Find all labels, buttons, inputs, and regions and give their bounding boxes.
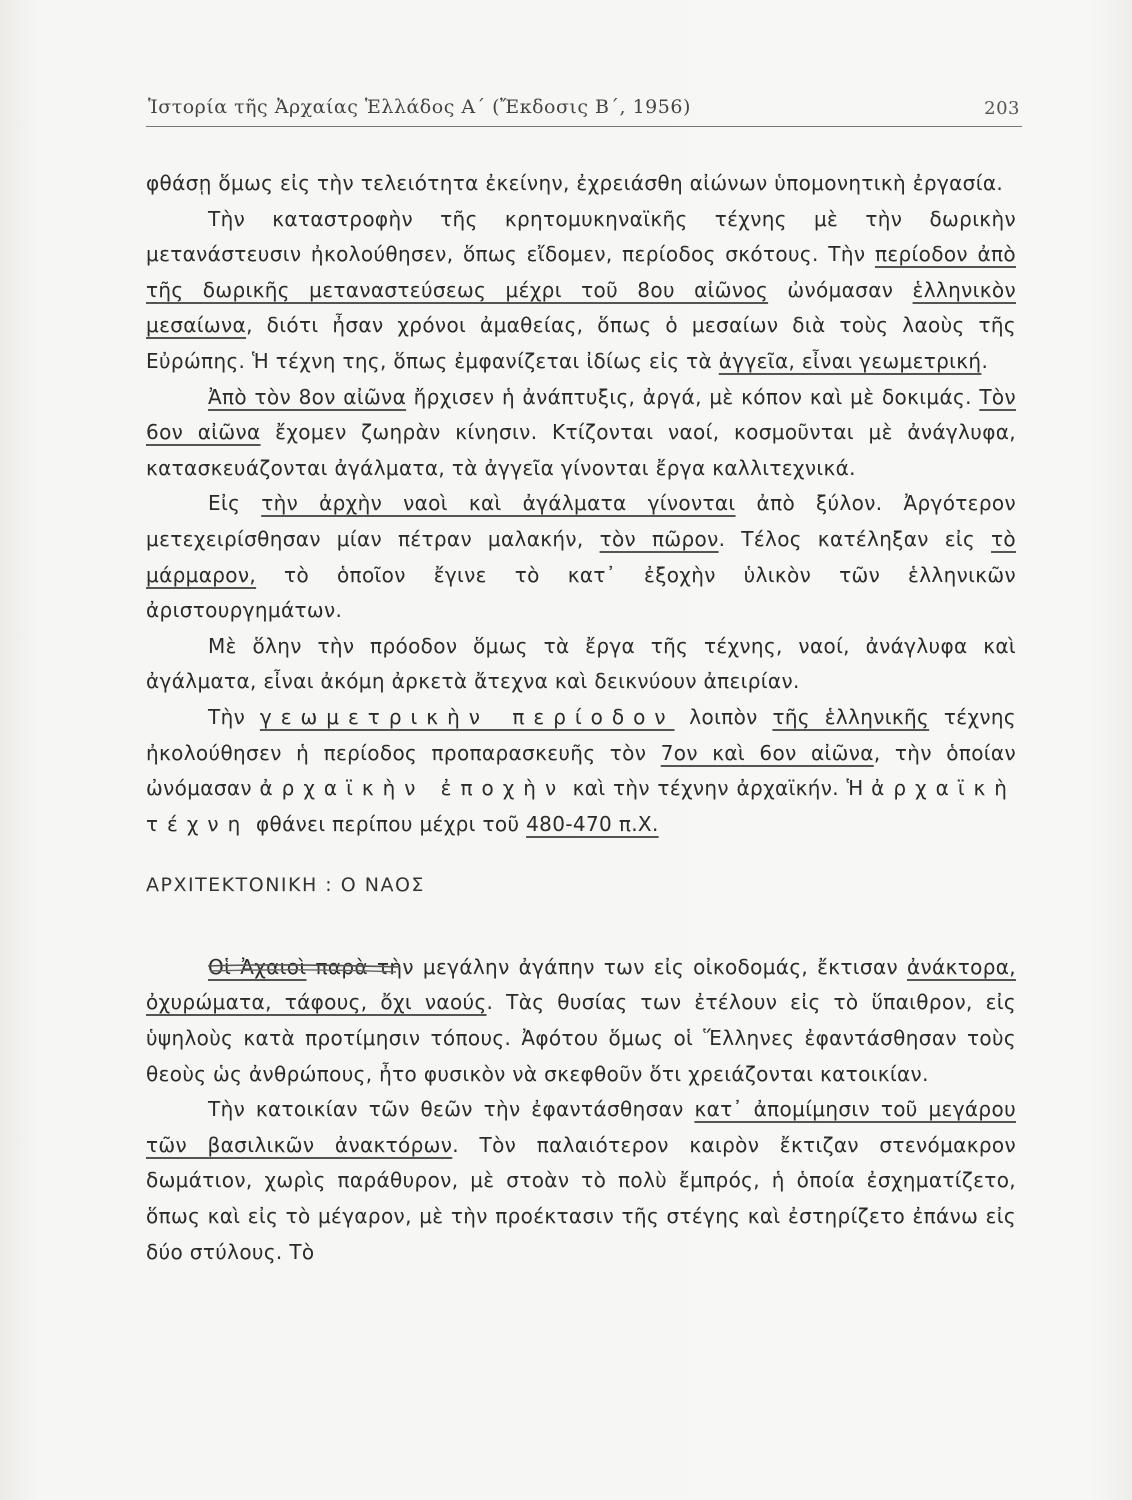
- paragraph: Εἰς τὴν ἀρχὴν ναοὶ καὶ ἀγάλματα γίνονται ἀπὸ ξύλον. Ἀργότερον μετεχειρίσθησαν μίαν πέτραν μαλακήν, τὸν πῶρον. Τέλος κατέληξαν εἰς τὸ μάρμαρον, τὸ ὁποῖον ἔγινε τὸ κατ᾽ ἐξοχὴν ὑλικὸν τῶν ἑλληνικῶν ἀριστουργημάτων.: [146, 491, 1016, 623]
- pencil-underline-mark: [206, 962, 402, 976]
- spaced-emphasis: γεωμετρικὴν περίοδον: [259, 704, 675, 729]
- underlined-phrase: Τὸν 6ον αἰῶνα: [146, 384, 1016, 445]
- running-header: [148, 92, 1020, 126]
- paragraph: Μὲ ὅλην τὴν πρόοδον ὅμως τὰ ἔργα τῆς τέχνης, ναοί, ἀνάγλυφα καὶ ἀγάλματα, εἶναι ἀκόμη ἀρκετὰ ἄτεχνα καὶ δεικνύουν ἀπειρίαν.: [146, 633, 1016, 694]
- underlined-phrase: τῆς ἑλληνικῆς: [772, 704, 930, 729]
- paragraph: Οἱ Ἀχαιοὶ παρὰ τὴν μεγάλην ἀγάπην των εἰς οἰκοδομάς, ἔκτισαν ἀνάκτορα, ὀχυρώματα, τάφους, ὄχι ναούς. Τὰς θυσίας των ἐτέλουν εἰς τὸ ὕπαιθρον, εἰς ὑψηλοὺς κατὰ προτίμησιν τόπους. Ἀφότου ὅμως οἱ Ἕλληνες ἐφαντάσθησαν τοὺς θεοὺς ὡς ἀνθρώπους, ἦτο φυσικὸν νὰ σκεφθοῦν ὅτι χρειάζονται κατοικίαν.: [146, 954, 1017, 1086]
- body-text: [146, 166, 1016, 1270]
- underlined-phrase: 7ον καὶ 6ον αἰῶνα: [660, 740, 874, 765]
- underlined-phrase: τὸ μάρμαρον,: [146, 526, 1016, 587]
- underlined-phrase: ἑλληνικὸν μεσαίωνα: [146, 277, 1016, 338]
- underlined-phrase: περίοδον ἀπὸ τῆς δωρικῆς μεταναστεύσεως μέχρι τοῦ 8ου αἰῶνος: [146, 242, 1016, 302]
- underlined-phrase: Ἀπὸ τὸν 8ον αἰῶνα: [208, 384, 407, 409]
- paragraph: Τὴν κατοικίαν τῶν θεῶν τὴν ἐφαντάσθησαν κατ᾽ ἀπομίμησιν τοῦ μεγάρου τῶν βασιλικῶν ἀνακτόρων. Τὸν παλαιότερον καιρὸν ἔκτιζαν στενόμακρον δωμάτιον, χωρὶς παράθυρον, μὲ στοὰν τὸ πολὺ ἔμπρός, ἡ ὁποία ἐσχηματίζετο, ὅπως καὶ εἰς τὸ μέγαρον, μὲ τὴν προέκτασιν τῆς στέγης καὶ ἐστηρίζετο ἐπάνω εἰς δύο στύλους. Τὸ: [146, 1097, 1016, 1264]
- underlined-phrase: Οἱ Ἀχαιοὶ: [208, 954, 307, 979]
- paragraph: Τὴν γεωμετρικὴν περίοδον λοιπὸν τῆς ἑλληνικῆς τέχνης ἠκολούθησεν ἡ περίοδος προπαρασκευῆς τὸν 7ον καὶ 6ον αἰῶνα, τὴν ὁποίαν ὠνόμασαν ἀρχαϊκὴν ἐποχὴν καὶ τὴν τέχνην ἀρχαϊκήν. Ἡ ἀρχαϊκὴ τέχνη φθάνει περίπου μέχρι τοῦ 480-470 π.Χ.: [146, 704, 1016, 836]
- spaced-emphasis: ἀρχαϊκὴν ἐποχὴν: [259, 776, 566, 801]
- underlined-phrase: 480-470 π.Χ.: [526, 811, 659, 836]
- underlined-phrase: ἀνάκτορα, ὀχυρώματα, τάφους, ὄχι ναούς: [146, 954, 1016, 1015]
- paragraph: Ἀπὸ τὸν 8ον αἰῶνα ἤρχισεν ἡ ἀνάπτυξις, ἀργά, μὲ κόπον καὶ μὲ δοκιμάς. Τὸν 6ον αἰῶνα ἔχομεν ζωηρὰν κίνησιν. Κτίζονται ναοί, κοσμοῦνται μὲ ἀνάγλυφα, κατασκευάζονται ἀγάλματα, τὰ ἀγγεῖα γίνονται ἔργα καλλιτεχνικά.: [146, 384, 1016, 480]
- underlined-phrase: κατ᾽ ἀπομίμησιν τοῦ μεγάρου τῶν βασιλικῶν ἀνακτόρων: [146, 1097, 1016, 1157]
- header-title: Ἱστορία τῆς Ἀρχαίας Ἑλλάδος Α΄ (Ἔκδοσις Β΄, 1956): [148, 96, 691, 118]
- underlined-phrase: τὴν ἀρχὴν ναοὶ καὶ ἀγάλματα γίνονται: [261, 491, 736, 516]
- header-rule: [146, 126, 1022, 127]
- underlined-phrase: τὸν πῶρον: [599, 526, 719, 551]
- section-heading: ΑΡΧΙΤΕΚΤΟΝΙΚΗ : Ο ΝΑΟΣ: [146, 874, 425, 897]
- underlined-phrase: ἀγγεῖα, εἶναι γεωμετρική: [718, 348, 982, 373]
- paragraph: Τὴν καταστροφὴν τῆς κρητομυκηναϊκῆς τέχνης μὲ τὴν δωρικὴν μετανάστευσιν ἠκολούθησεν, ὅπως εἴδομεν, περίοδος σκότους. Τὴν περίοδον ἀπὸ τῆς δωρικῆς μεταναστεύσεως μέχρι τοῦ 8ου αἰῶνος ὠνόμασαν ἑλληνικὸν μεσαίωνα, διότι ἦσαν χρόνοι ἀμαθείας, ὅπως ὁ μεσαίων διὰ τοὺς λαοὺς τῆς Εὐρώπης. Ἡ τέχνη της, ὅπως ἐμφανίζεται ἰδίως εἰς τὰ ἀγγεῖα, εἶναι γεωμετρική.: [146, 206, 1016, 373]
- spaced-emphasis: ἀρχαϊκὴ τέχνη: [146, 776, 1016, 836]
- page-number: 203: [984, 98, 1020, 119]
- paragraph: φθάσῃ ὅμως εἰς τὴν τελειότητα ἐκείνην, ἐχρειάσθη αἰώνων ὑπομονητικὴ ἐργασία.: [146, 171, 1004, 195]
